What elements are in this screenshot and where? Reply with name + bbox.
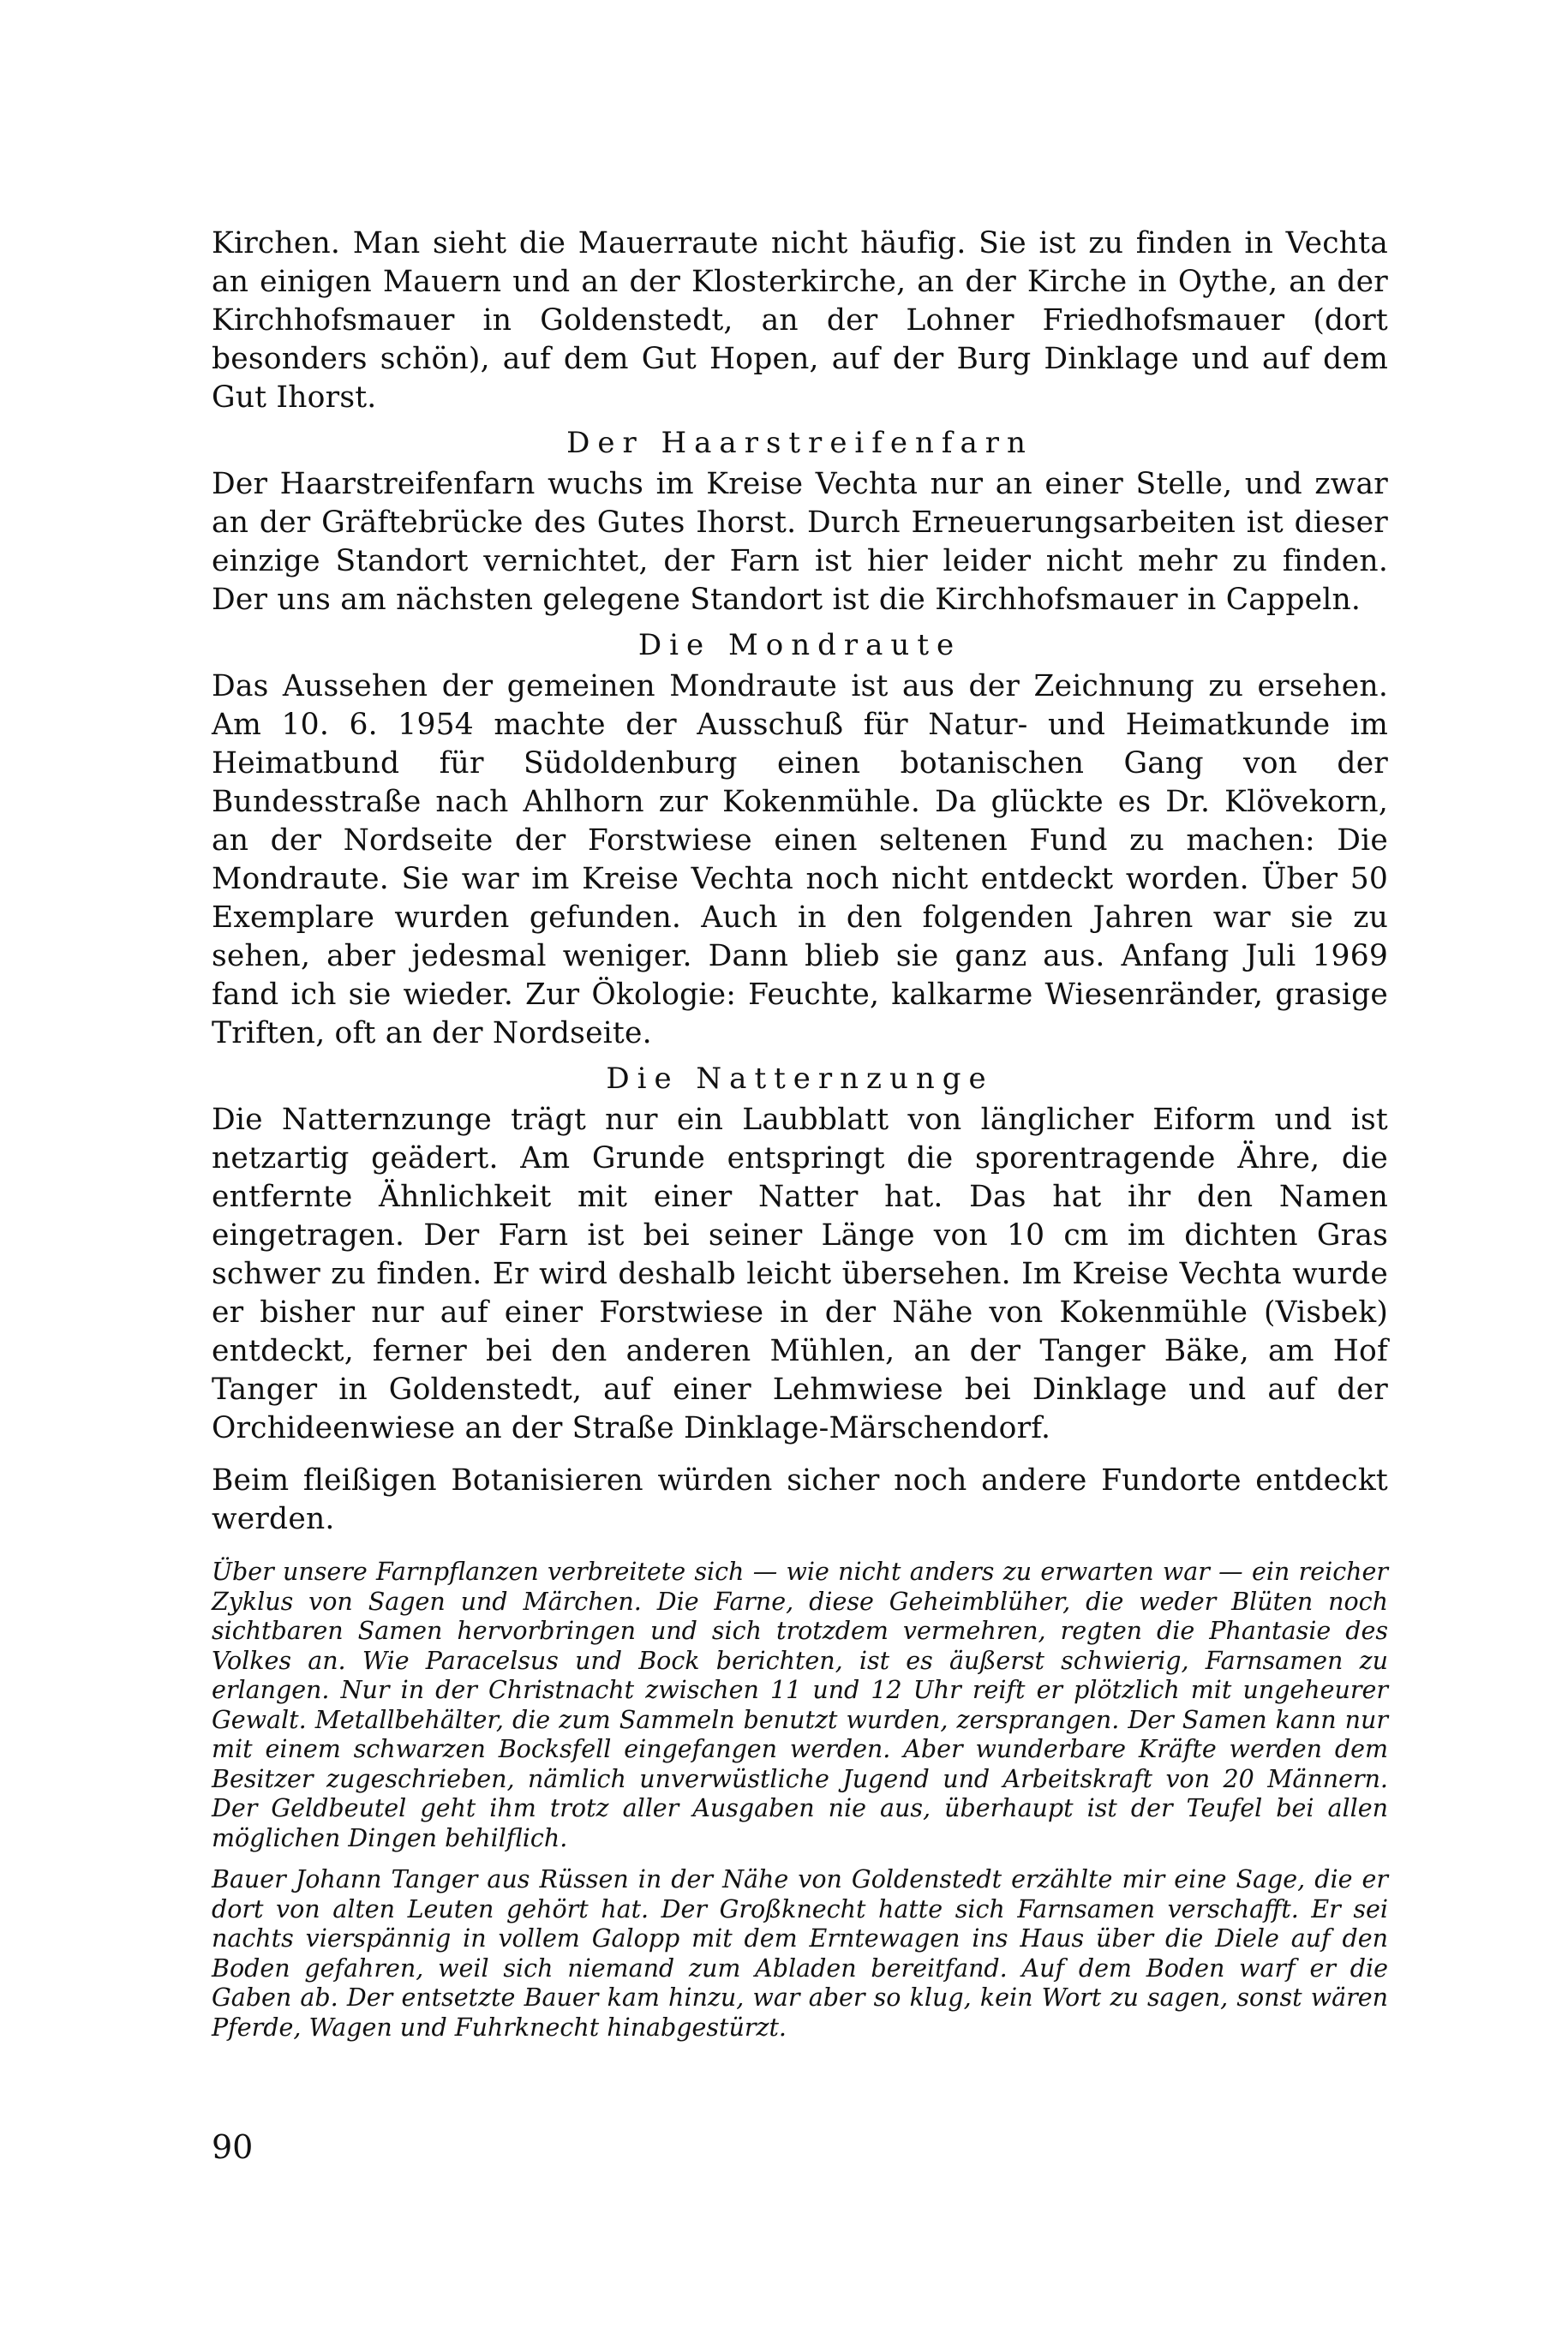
italic-paragraph-sagen: Über unsere Farnpflanzen verbreitete sich — wie nicht anders zu erwarten war — ein reicher Zyklus von Sagen und Märchen. Die Farne, diese Geheimblüher, die weder Blüten noch sichtbaren Samen hervorbringen und sich trotzdem vermehren, regten die Phantasie des Volkes an. Wie Paracelsus und Bock berichten, ist es äußerst schwierig, Farnsamen zu erlangen. Nur in der Christnacht zwischen 11 und 12 Uhr reift er plötzlich mit ungeheurer Gewalt. Metallbehälter, die zum Sammeln benutzt wurden, zersprangen. Der Samen kann nur mit einem schwarzen Bocksfell eingefangen werden. Aber wunderbare Kräfte werden dem Besitzer zugeschrieben, nämlich unverwüstliche Jugend und Arbeitskraft von 20 Männern. Der Geldbeutel geht ihm trotz aller Ausgaben nie aus, überhaupt ist der Teufel bei allen möglichen Dingen behilflich. <box>212 1558 1388 1852</box>
paragraph-intro: Kirchen. Man sieht die Mauerraute nicht häufig. Sie ist zu finden in Vechta an einigen Mauern und an der Klosterkirche, an der Kirche in Oythe, an der Kirchhofsmauer in Goldenstedt, an der Lohner Friedhofsmauer (dort besonders schön), auf dem Gut Hopen, auf der Burg Dinklage und auf dem Gut Ihorst. <box>212 226 1388 415</box>
heading-haarstreifenfarn: Der Haarstreifenfarn <box>566 426 1033 460</box>
paragraph-fundorte: Beim fleißigen Botanisieren würden sicher noch andere Fundorte entdeckt werden. <box>212 1463 1388 1536</box>
heading-natternzunge: Die Natternzunge <box>606 1062 994 1096</box>
page-number: 90 <box>212 2128 254 2166</box>
paragraph-mondraute: Das Aussehen der gemeinen Mondraute ist aus der Zeichnung zu ersehen. Am 10. 6. 1954 machte der Ausschuß für Natur- und Heimatkunde im Heimatbund für Südoldenburg einen botanischen Gang von der Bundesstraße nach Ahlhorn zur Kokenmühle. Da glückte es Dr. Klövekorn, an der Nordseite der Forstwiese einen seltenen Fund zu machen: Die Mondraute. Sie war im Kreise Vechta noch nicht entdeckt worden. Über 50 Exemplare wurden gefunden. Auch in den folgenden Jahren war sie zu sehen, aber jedesmal weniger. Dann blieb sie ganz aus. Anfang Juli 1969 fand ich sie wieder. Zur Ökologie: Feuchte, kalkarme Wiesenränder, grasige Triften, oft an der Nordseite. <box>212 669 1388 1050</box>
legend-section <box>212 1558 1388 2043</box>
page-body <box>212 224 1388 2043</box>
paragraph-natternzunge: Die Natternzunge trägt nur ein Laubblatt von länglicher Eiform und ist netzartig geädert. Am Grunde entspringt die sporentragende Ähre, die entfernte Ähnlichkeit mit einer Natter hat. Das hat ihr den Namen eingetragen. Der Farn ist bei seiner Länge von 10 cm im dichten Gras schwer zu finden. Er wird deshalb leicht übersehen. Im Kreise Vechta wurde er bisher nur auf einer Forstwiese in der Nähe von Kokenmühle (Visbek) entdeckt, ferner bei den anderen Mühlen, an der Tanger Bäke, am Hof Tanger in Goldenstedt, auf einer Lehmwiese bei Dinklage und auf der Orchideenwiese an der Straße Dinklage-Märschendorf. <box>212 1103 1388 1445</box>
heading-mondraute: Die Mondraute <box>637 628 962 662</box>
italic-paragraph-tanger: Bauer Johann Tanger aus Rüssen in der Nähe von Goldenstedt erzählte mir eine Sage, die er dort von alten Leuten gehört hat. Der Großknecht hatte sich Farnsamen verschafft. Er sei nachts vierspännig in vollem Galopp mit dem Erntewagen ins Haus über die Diele auf den Boden gefahren, weil sich niemand zum Abladen bereitfand. Auf dem Boden warf er die Gaben ab. Der entsetzte Bauer kam hinzu, war aber so klug, kein Wort zu sagen, sonst wären Pferde, Wagen und Fuhrknecht hinabgestürzt. <box>212 1865 1388 2042</box>
paragraph-haarstreifenfarn: Der Haarstreifenfarn wuchs im Kreise Vechta nur an einer Stelle, und zwar an der Gräftebrücke des Gutes Ihorst. Durch Erneuerungsarbeiten ist dieser einzige Standort vernichtet, der Farn ist hier leider nicht mehr zu finden. Der uns am nächsten gelegene Standort ist die Kirchhofsmauer in Cappeln. <box>212 467 1388 617</box>
